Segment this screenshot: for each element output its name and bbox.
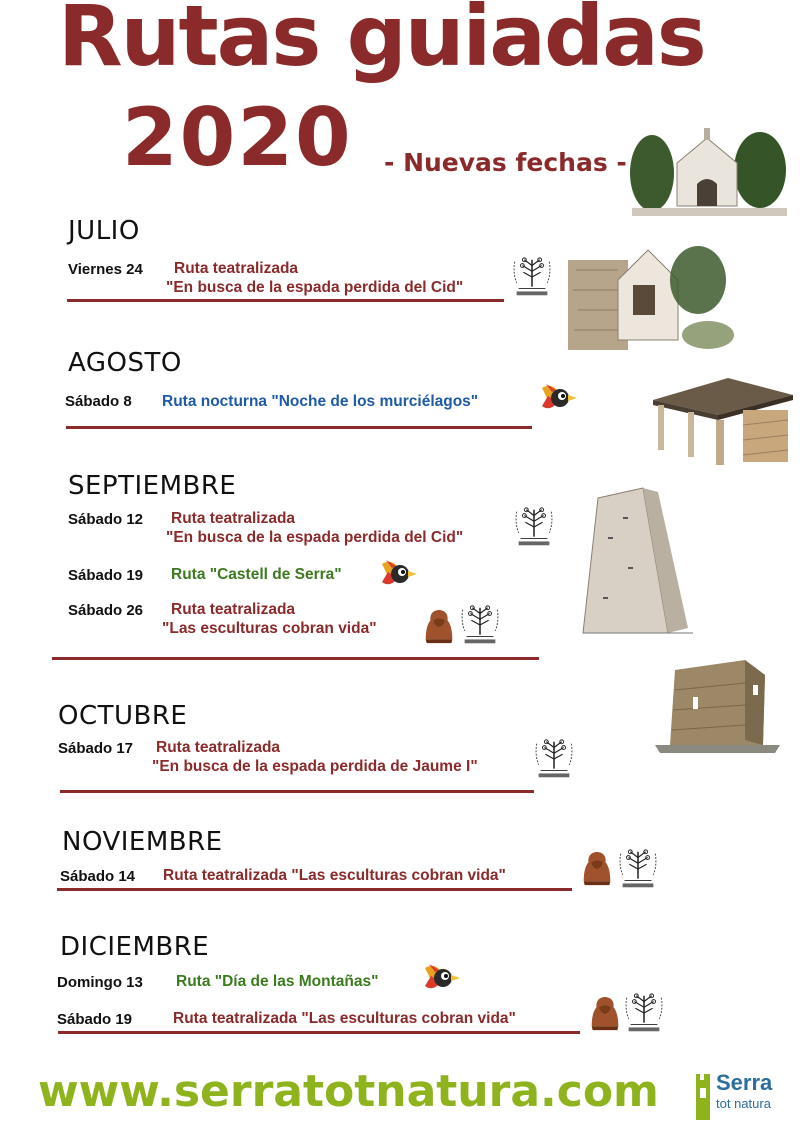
divider <box>60 790 534 793</box>
pavilion-illustration <box>648 370 798 470</box>
calderona-vipa-logo-icon <box>510 504 558 552</box>
event-subtitle: "En busca de la espada perdida del Cid" <box>166 279 464 296</box>
niche-illustration <box>558 240 738 360</box>
monk-sculpture-icon <box>578 848 616 888</box>
month-agosto: AGOSTO <box>68 348 182 378</box>
event-title: Ruta "Día de las Montañas" <box>176 973 379 990</box>
month-octubre: OCTUBRE <box>58 701 188 731</box>
serra-tot-natura-logo <box>694 1068 790 1124</box>
website-link[interactable]: www.serratotnatura.com <box>38 1066 659 1117</box>
event-title: Ruta nocturna "Noche de los murciélagos" <box>162 393 479 410</box>
event-subtitle: "En busca de la espada perdida de Jaume I" <box>152 758 478 775</box>
event-title: Ruta "Castell de Serra" <box>171 566 342 583</box>
logo-name: Serra <box>716 1070 773 1095</box>
logo-tagline: tot natura <box>716 1096 771 1111</box>
event-title: Ruta teatralizada "Las esculturas cobran vida" <box>173 1010 516 1027</box>
event-date: Sábado 8 <box>65 393 132 410</box>
divider <box>52 657 539 660</box>
event-date: Sábado 17 <box>58 740 134 757</box>
month-diciembre: DICIEMBRE <box>60 932 210 962</box>
ruin-illustration <box>645 645 785 755</box>
month-septiembre: SEPTIEMBRE <box>68 471 237 501</box>
event-title: Ruta teatralizada <box>171 601 296 618</box>
calderona-vipa-logo-icon <box>508 254 556 302</box>
calderona-vipa-logo-icon <box>456 602 504 650</box>
event-date: Sábado 26 <box>68 602 144 619</box>
event-date: Sábado 19 <box>68 567 144 584</box>
event-date: Viernes 24 <box>68 261 143 278</box>
subtitle: - Nuevas fechas - <box>384 148 627 177</box>
bird-mascot-icon <box>378 554 418 594</box>
event-title: Ruta teatralizada <box>171 510 296 527</box>
event-date: Sábado 12 <box>68 511 144 528</box>
event-date: Domingo 13 <box>57 974 143 991</box>
tower-illustration <box>568 478 698 638</box>
event-subtitle: "Las esculturas cobran vida" <box>162 620 377 637</box>
divider <box>66 426 532 429</box>
calderona-vipa-logo-icon <box>614 846 662 894</box>
divider <box>58 1031 580 1034</box>
divider <box>67 299 504 302</box>
bird-mascot-icon <box>538 378 578 418</box>
monk-sculpture-icon <box>586 993 624 1033</box>
event-title: Ruta teatralizada "Las esculturas cobran vida" <box>163 867 506 884</box>
event-title: Ruta teatralizada <box>156 739 281 756</box>
month-julio: JULIO <box>68 216 140 246</box>
calderona-vipa-logo-icon <box>620 990 668 1038</box>
divider <box>57 888 572 891</box>
event-date: Sábado 19 <box>57 1011 133 1028</box>
year: 2020 <box>122 91 353 184</box>
event-date: Sábado 14 <box>60 868 136 885</box>
page-title: Rutas guiadas <box>58 0 705 85</box>
tower-logo-icon <box>694 1072 712 1122</box>
event-title: Ruta teatralizada <box>174 260 299 277</box>
chapel-illustration <box>622 118 792 218</box>
bird-mascot-icon <box>421 958 461 998</box>
calderona-vipa-logo-icon <box>530 736 578 784</box>
month-noviembre: NOVIEMBRE <box>62 827 223 857</box>
event-subtitle: "En busca de la espada perdida del Cid" <box>166 529 464 546</box>
monk-sculpture-icon <box>420 606 458 646</box>
